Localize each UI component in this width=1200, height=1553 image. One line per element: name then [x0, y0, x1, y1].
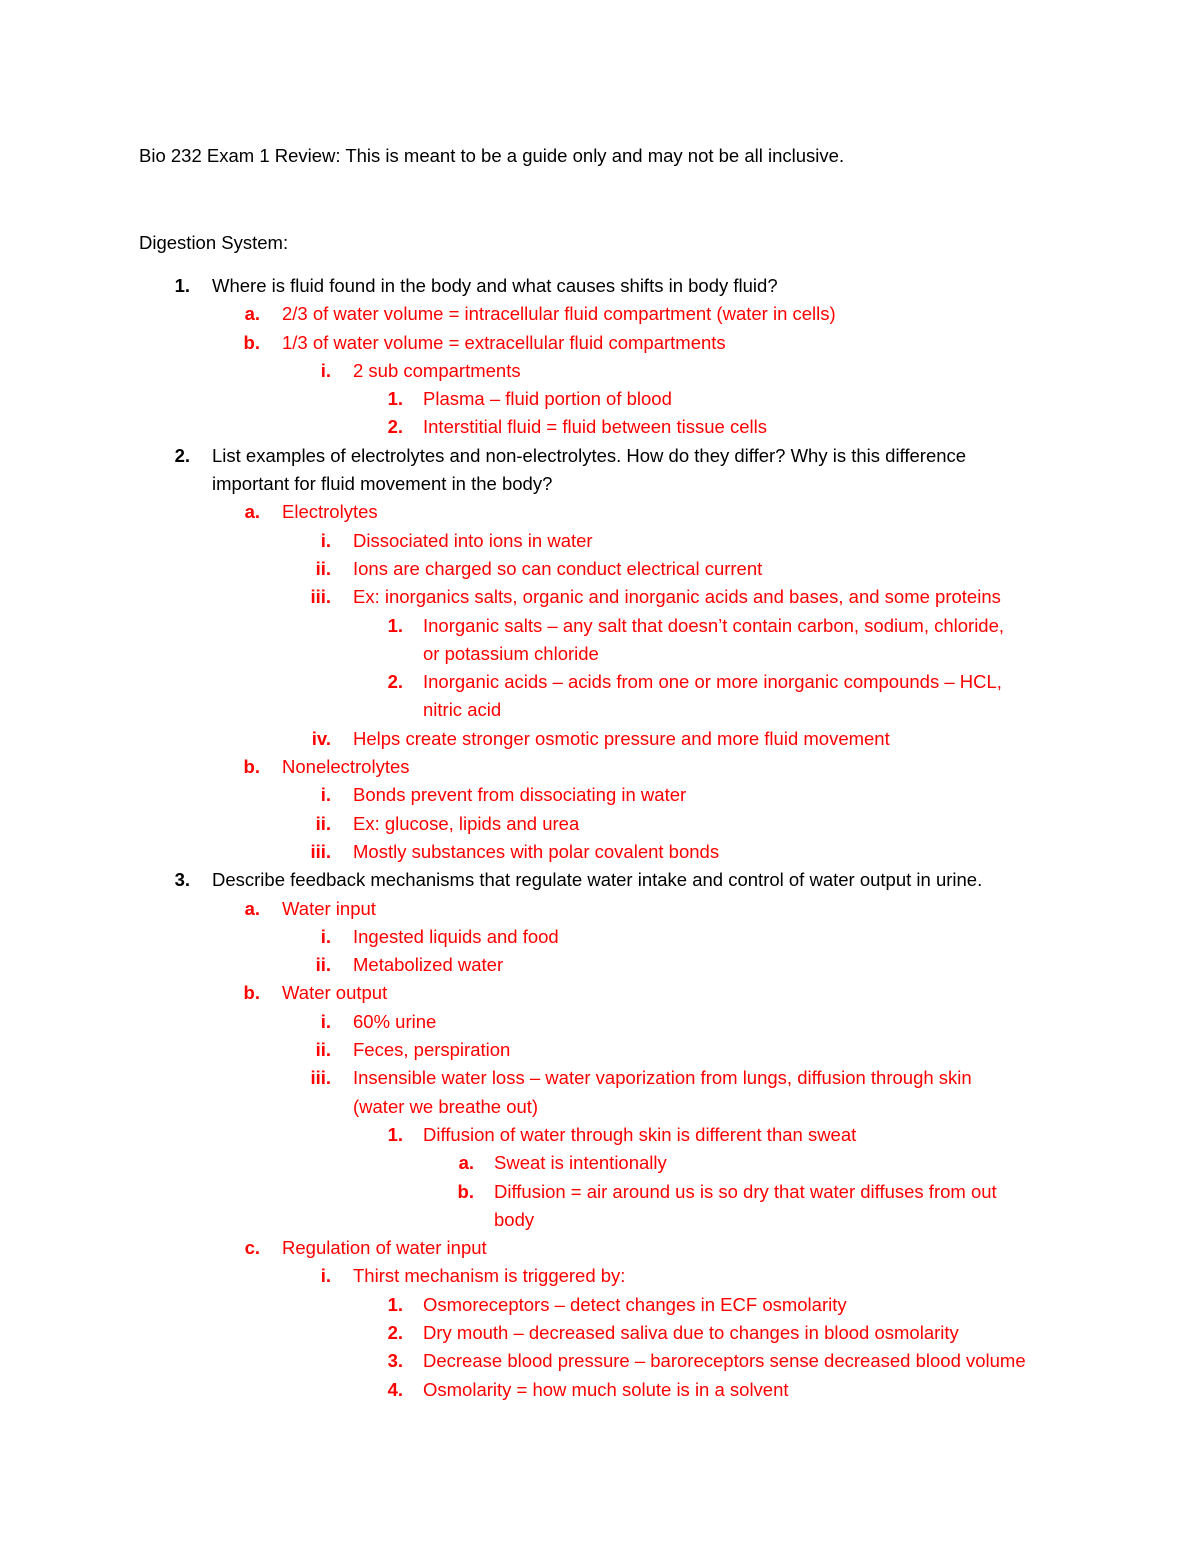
list-item-text: Diffusion of water through skin is different than sweat	[423, 1123, 857, 1145]
list-marker: a.	[244, 303, 260, 325]
list-marker: i.	[320, 1010, 331, 1032]
list-marker: 1.	[174, 275, 190, 296]
outline-line	[0, 728, 1200, 756]
list-item-text: 2/3 of water volume = intracellular fluid compartment (water in cells)	[282, 303, 836, 325]
list-item-text: Osmoreceptors – detect changes in ECF osmolarity	[423, 1293, 847, 1315]
list-marker: a.	[244, 501, 260, 523]
list-item-text: Helps create stronger osmotic pressure and more fluid movement	[353, 727, 890, 749]
list-marker: iii.	[310, 840, 331, 862]
list-item-text: Plasma – fluid portion of blood	[423, 388, 672, 410]
list-item-text: (water we breathe out)	[353, 1095, 539, 1117]
list-item-text: Mostly substances with polar covalent bonds	[353, 840, 720, 862]
list-item-text: important for fluid movement in the body?	[212, 473, 553, 495]
outline-line	[0, 841, 1200, 869]
outline-line	[0, 1011, 1200, 1039]
outline-line	[0, 1096, 1200, 1124]
list-marker: 1.	[387, 614, 403, 636]
list-item-text: Osmolarity = how much solute is in a solvent	[423, 1378, 789, 1400]
outline-line	[0, 756, 1200, 784]
list-item-text: Thirst mechanism is triggered by:	[353, 1265, 626, 1287]
outline-line	[0, 1379, 1200, 1407]
list-item-text: body	[494, 1208, 535, 1230]
list-marker: 1.	[387, 388, 403, 410]
list-marker: iii.	[310, 1067, 331, 1089]
list-item-text: Diffusion = air around us is so dry that water diffuses from out	[494, 1180, 997, 1202]
list-item-text: Sweat is intentionally	[494, 1152, 667, 1174]
outline-line	[0, 869, 1200, 897]
list-item-text: Inorganic acids – acids from one or more inorganic compounds – HCL,	[423, 671, 1002, 693]
outline-line	[0, 360, 1200, 388]
list-marker: ii.	[315, 557, 331, 579]
outline-line	[0, 332, 1200, 360]
outline-list	[0, 275, 1200, 1407]
list-item-text: Metabolized water	[353, 954, 504, 976]
list-marker: ii.	[315, 954, 331, 976]
outline-line	[0, 982, 1200, 1010]
list-item-text: Water output	[282, 982, 388, 1004]
list-marker: iii.	[310, 586, 331, 608]
list-marker: i.	[320, 1265, 331, 1287]
list-item-text: 1/3 of water volume = extracellular fluid compartments	[282, 331, 726, 353]
list-item-text: Water input	[282, 897, 376, 919]
outline-line	[0, 275, 1200, 303]
outline-line	[0, 586, 1200, 614]
list-marker: b.	[243, 982, 260, 1004]
list-marker: 1.	[387, 1293, 403, 1315]
outline-line	[0, 445, 1200, 473]
outline-line	[0, 643, 1200, 671]
list-marker: i.	[320, 925, 331, 947]
outline-line	[0, 954, 1200, 982]
list-item-text: Describe feedback mechanisms that regulate water intake and control of water output in urine.	[212, 869, 983, 891]
list-item-text: Electrolytes	[282, 501, 378, 523]
outline-line	[0, 926, 1200, 954]
document-title: Bio 232 Exam 1 Review: This is meant to be a guide only and may not be all inclusive.	[139, 145, 845, 166]
list-marker: 2.	[387, 416, 403, 438]
outline-line	[0, 699, 1200, 727]
list-marker: 1.	[387, 1123, 403, 1145]
list-marker: 2.	[387, 1321, 403, 1343]
list-marker: a.	[244, 897, 260, 919]
outline-line	[0, 813, 1200, 841]
list-item-text: Ingested liquids and food	[353, 925, 559, 947]
outline-line	[0, 1124, 1200, 1152]
outline-line	[0, 530, 1200, 558]
list-item-text: Dissociated into ions in water	[353, 529, 593, 551]
outline-line	[0, 558, 1200, 586]
list-marker: a.	[458, 1152, 474, 1174]
list-marker: 2.	[387, 671, 403, 693]
list-item-text: Dry mouth – decreased saliva due to changes in blood osmolarity	[423, 1321, 959, 1343]
list-item-text: nitric acid	[423, 699, 502, 721]
list-item-text: Bonds prevent from dissociating in water	[353, 784, 687, 806]
list-item-text: Interstitial fluid = fluid between tissue cells	[423, 416, 767, 438]
list-item-text: Where is fluid found in the body and what causes shifts in body fluid?	[212, 275, 778, 296]
outline-line	[0, 1322, 1200, 1350]
list-item-text: Decrease blood pressure – baroreceptors sense decreased blood volume	[423, 1350, 1026, 1372]
outline-line	[0, 1181, 1200, 1209]
outline-line	[0, 303, 1200, 331]
list-item-text: Ex: glucose, lipids and urea	[353, 812, 580, 834]
list-item-text: Inorganic salts – any salt that doesn’t contain carbon, sodium, chloride,	[423, 614, 1005, 636]
list-item-text: List examples of electrolytes and non-electrolytes. How do they differ? Why is this difference	[212, 444, 967, 466]
section-heading: Digestion System:	[139, 232, 289, 253]
list-marker: 2.	[174, 444, 190, 466]
list-marker: i.	[320, 359, 331, 381]
list-item-text: Nonelectrolytes	[282, 756, 410, 778]
outline-line	[0, 615, 1200, 643]
outline-line	[0, 784, 1200, 812]
outline-line	[0, 1237, 1200, 1265]
outline-line	[0, 1039, 1200, 1067]
list-item-text: Ex: inorganics salts, organic and inorganic acids and bases, and some proteins	[353, 586, 1001, 608]
list-marker: c.	[244, 1237, 260, 1259]
list-marker: b.	[243, 331, 260, 353]
outline-line	[0, 1265, 1200, 1293]
list-item-text: or potassium chloride	[423, 642, 599, 664]
list-marker: 4.	[387, 1378, 403, 1400]
outline-line	[0, 473, 1200, 501]
list-marker: iv.	[311, 727, 331, 749]
outline-line	[0, 501, 1200, 529]
list-marker: b.	[243, 756, 260, 778]
list-marker: i.	[320, 784, 331, 806]
outline-line	[0, 416, 1200, 444]
outline-line	[0, 1209, 1200, 1237]
list-marker: 3.	[174, 869, 190, 891]
list-marker: b.	[457, 1180, 474, 1202]
list-marker: ii.	[315, 1039, 331, 1061]
outline-line	[0, 1294, 1200, 1322]
list-item-text: 2 sub compartments	[353, 359, 521, 381]
outline-line	[0, 1067, 1200, 1095]
outline-line	[0, 388, 1200, 416]
outline-line	[0, 1350, 1200, 1378]
outline-line	[0, 671, 1200, 699]
outline-line	[0, 898, 1200, 926]
list-item-text: Insensible water loss – water vaporization from lungs, diffusion through skin	[353, 1067, 972, 1089]
list-item-text: Regulation of water input	[282, 1237, 487, 1259]
list-marker: 3.	[387, 1350, 403, 1372]
list-marker: i.	[320, 529, 331, 551]
list-marker: ii.	[315, 812, 331, 834]
list-item-text: Feces, perspiration	[353, 1039, 511, 1061]
outline-line	[0, 1152, 1200, 1180]
list-item-text: 60% urine	[353, 1010, 437, 1032]
list-item-text: Ions are charged so can conduct electrical current	[353, 557, 763, 579]
